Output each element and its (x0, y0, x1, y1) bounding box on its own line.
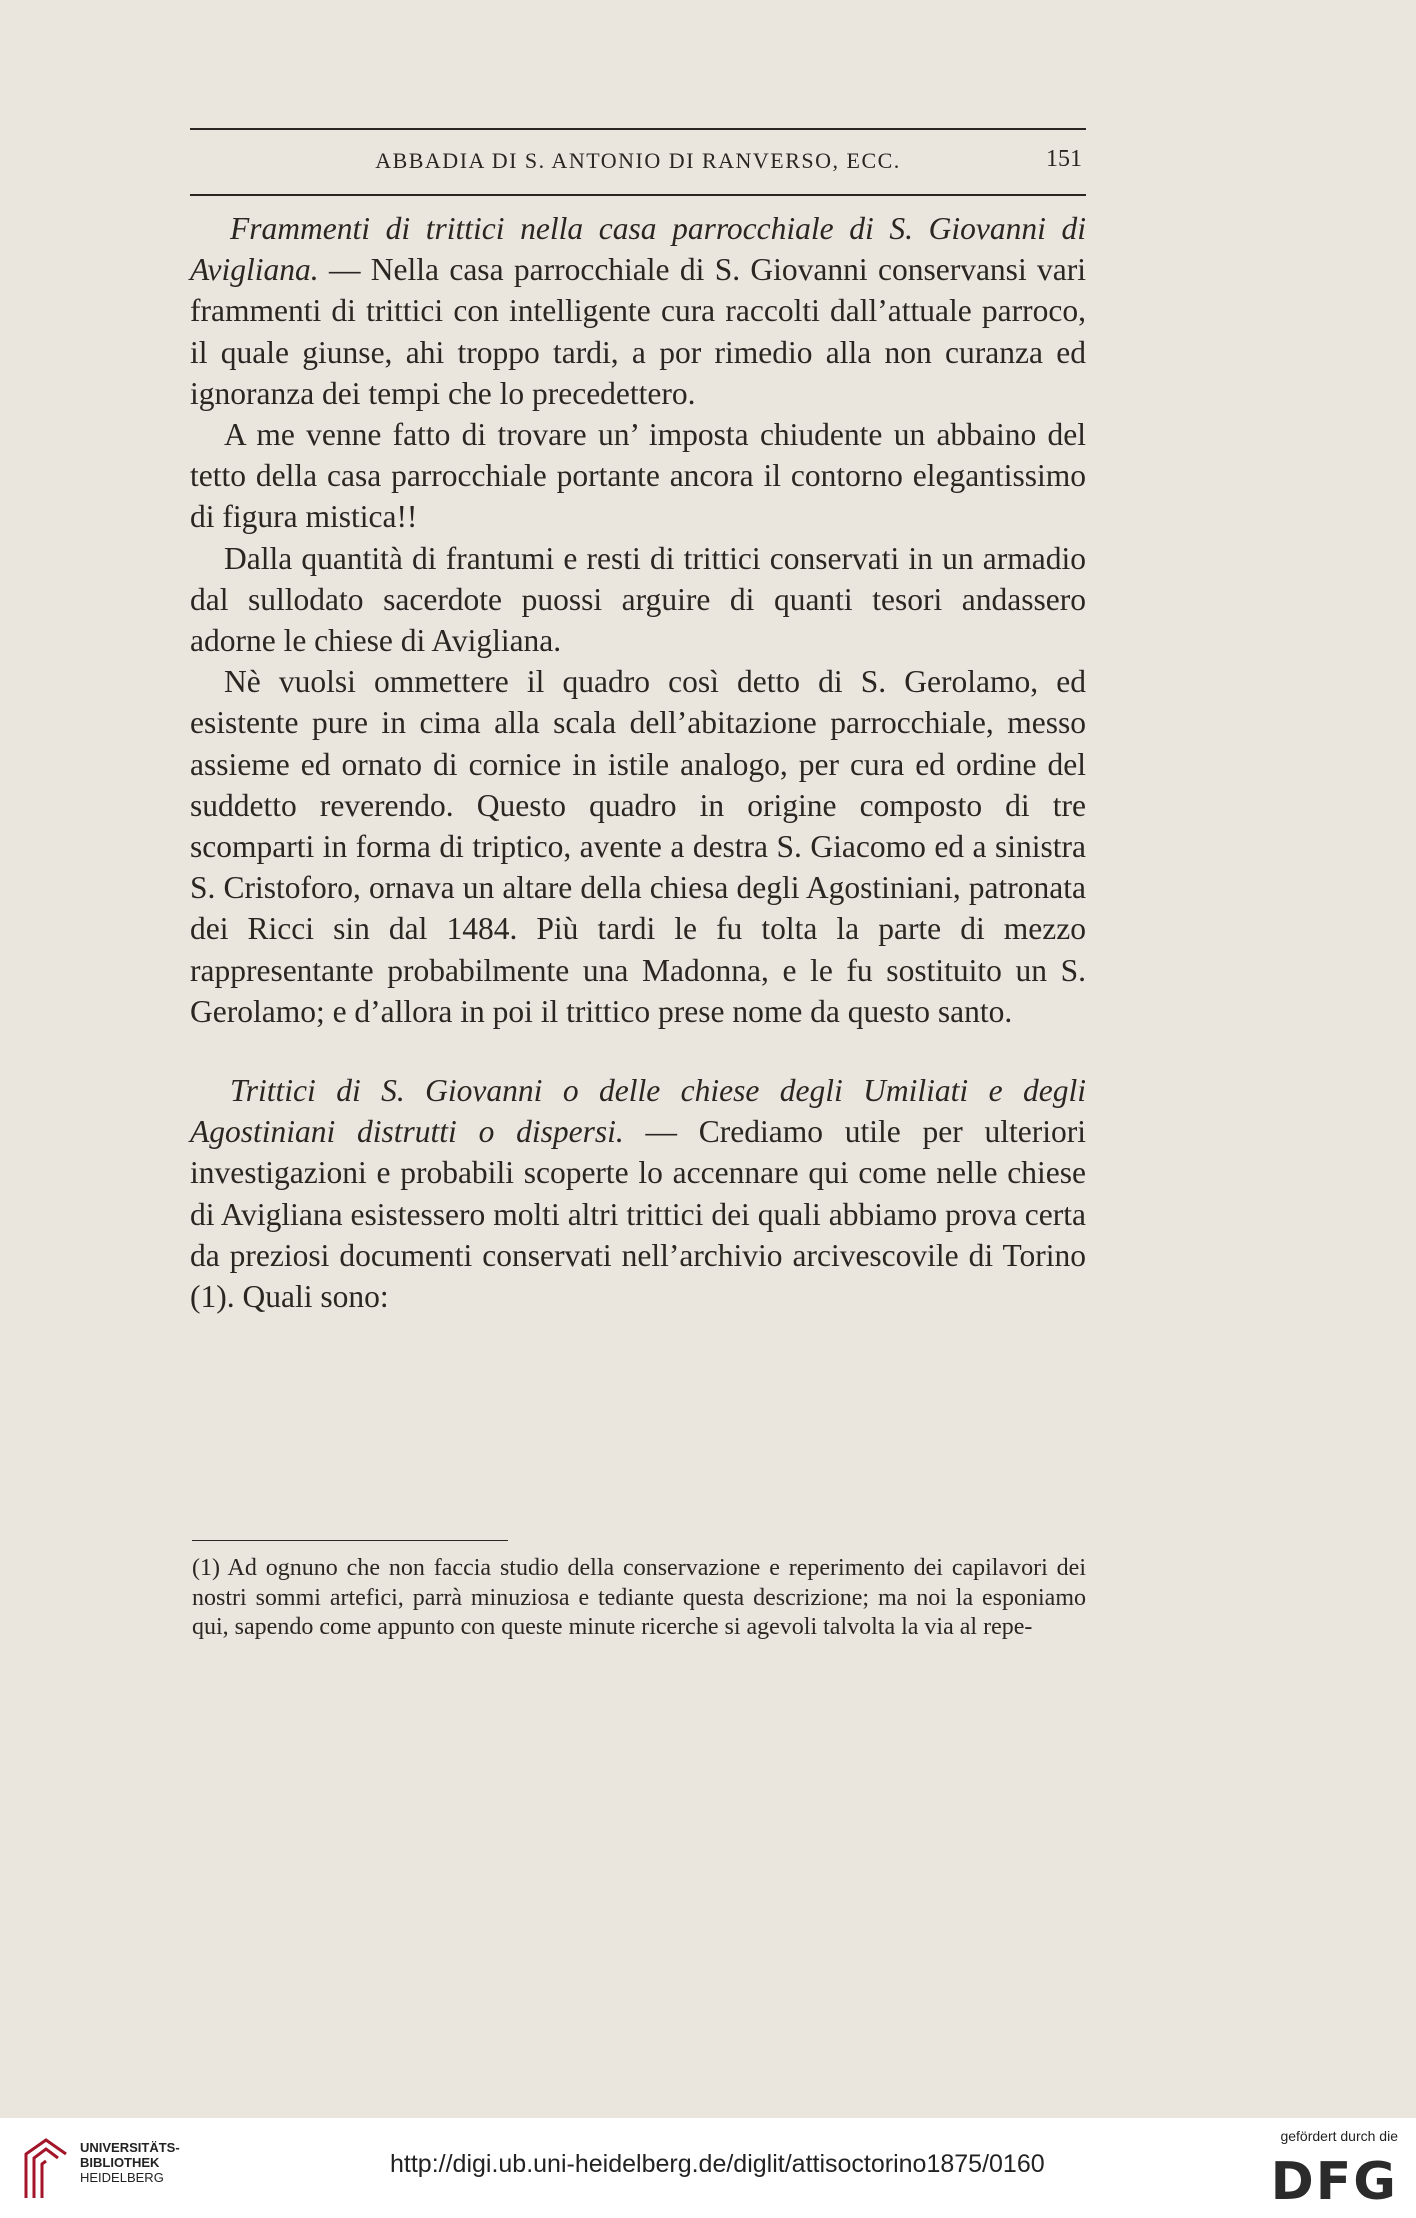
section-gap (190, 1032, 1086, 1070)
paragraph: Trittici di S. Giovanni o delle chiese degli Umiliati e degli Agostiniani distrutti o dispersi. — Crediamo utile per ulteriori investigazioni e probabili scoperte lo accennare qui come nelle chiese di Avigliana esistessero molti altri trittici dei quali abbiamo prova certa da preziosi documenti conservati nell’archivio arcivescovile di Torino (1). Quali sono: (190, 1073, 1087, 1315)
footnote-rule (192, 1540, 508, 1541)
funding-label: gefördert durch die (1280, 2128, 1398, 2144)
dfg-logo: DFG (1270, 2152, 1398, 2212)
paragraph: Frammenti di trittici nella casa parrocchiale di S. Giovanni di Avigliana. — Nella casa parrocchiale di S. Giovanni conservansi vari frammenti di trittici con intelligente cura raccolti dall’attuale parroco, il quale giunse, ahi troppo tardi, a por rimedio alla non curanza ed ignoranza dei tempi che lo precedettero. (190, 211, 1086, 411)
paragraph: Nè vuolsi ommettere il quadro così detto di S. Gerolamo, ed esistente pure in cima alla scala dell’abitazione parrocchiale, messo assieme ed ornato di cornice in istile analogo, per cura ed ordine del suddetto reverendo. Questo quadro in origine composto di tre scomparti in forma di triptico, avente a destra S. Giacomo ed a sinistra S. Cristoforo, ornava un altare della chiesa degli Agostiniani, patronata dei Ricci sin dal 1484. Più tardi le fu tolta la parte di mezzo rappresentante probabilmente una Madonna, e le fu sostituito un S. Gerolamo; e d’allora in poi il trittico prese nome da questo santo. (190, 664, 1086, 1029)
paragraph: A me venne fatto di trovare un’ imposta chiudente un abbaino del tetto della casa parrocchiale portante ancora il contorno elegantissimo di figura mistica!! (190, 417, 1086, 535)
running-head-title: ABBADIA DI S. ANTONIO DI RANVERSO, ECC. (375, 148, 901, 173)
university-library-logo-icon (16, 2128, 74, 2204)
permalink-url[interactable]: http://digi.ub.uni-heidelberg.de/diglit/attisoctorino1875/0160 (390, 2150, 1045, 2178)
library-name: UNIVERSITÄTS- BIBLIOTHEK HEIDELBERG (80, 2140, 180, 2185)
section-heading-italic: Frammenti di trittici nella casa parrocchiale di S. Giovanni di Avigliana. (190, 211, 1086, 288)
body-text (190, 208, 1086, 1317)
viewer-footer (0, 2118, 1416, 2218)
section-heading-italic: Trittici di S. Giovanni o delle chiese degli Umiliati e degli Agostiniani distrutti o dispersi. (190, 1073, 1086, 1150)
paragraph: Dalla quantità di frantumi e resti di trittici conservati in un armadio dal sullodato sacerdote puossi arguire di quanti tesori andassero adorne le chiese di Avigliana. (190, 540, 1086, 659)
running-head (190, 128, 1086, 196)
page-number: 151 (1046, 146, 1082, 172)
footnote: (1) Ad ognuno che non faccia studio della conservazione e reperimento dei capilavori dei nostri sommi artefici, parrà minuziosa e tediante questa descrizione; ma noi la esponiamo qui, sapendo come appunto con queste minute ricerche si agevoli talvolta la via al repe- (192, 1555, 1086, 1640)
